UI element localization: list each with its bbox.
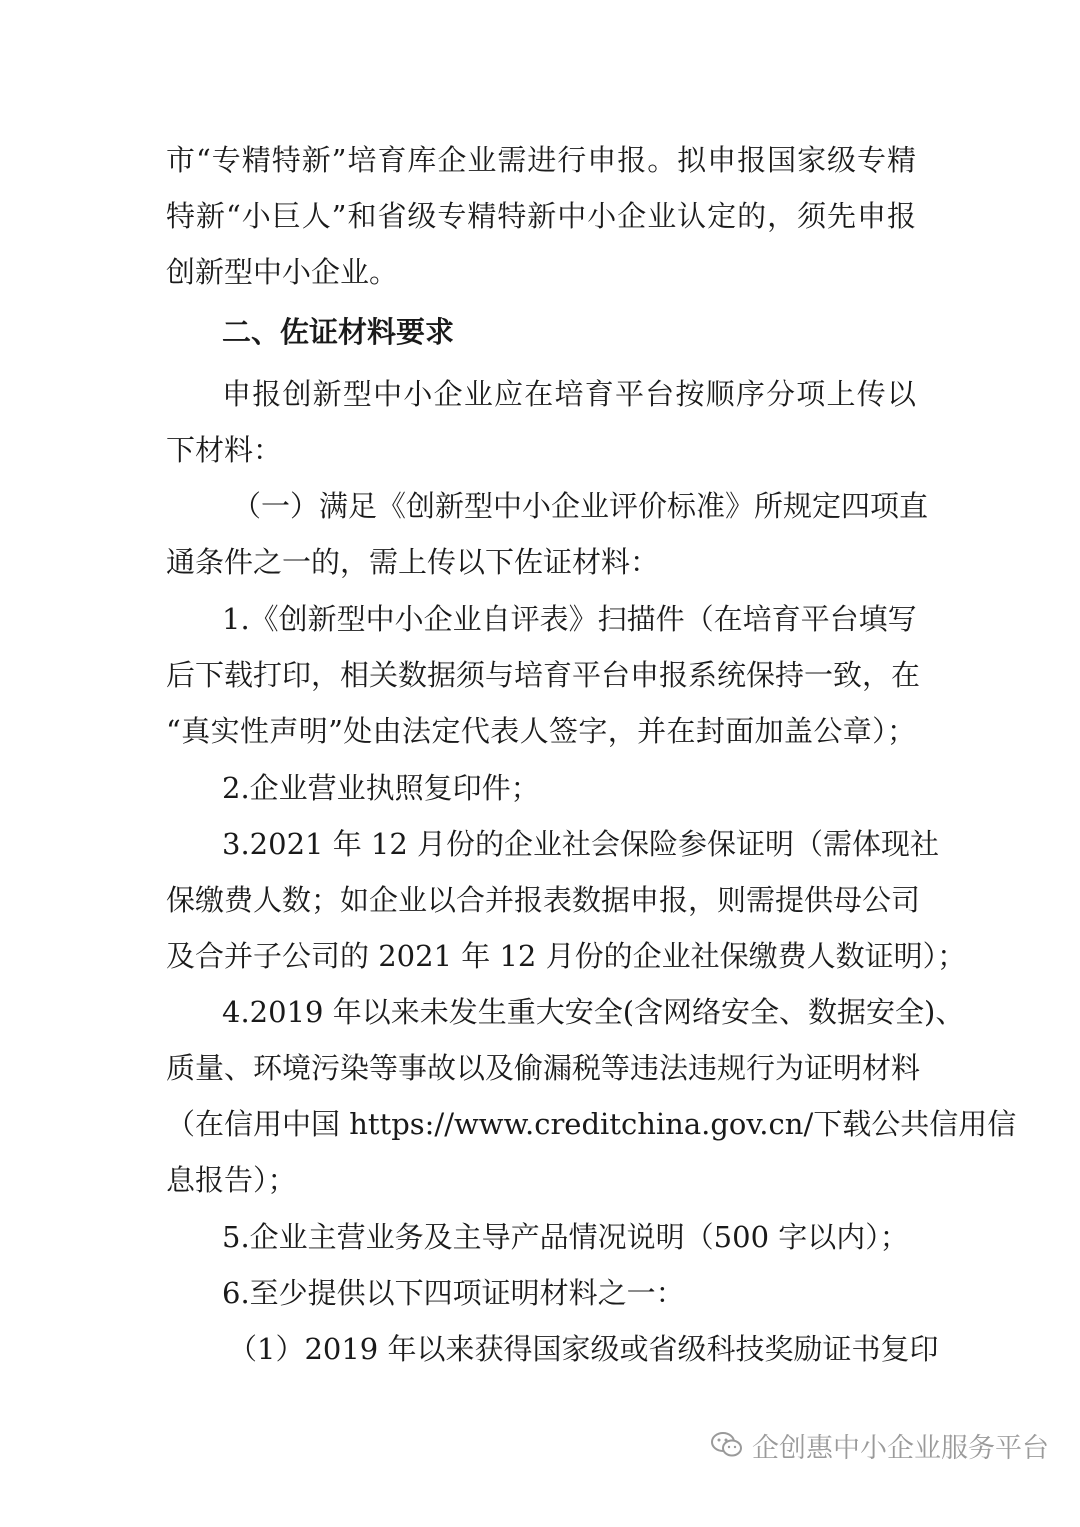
paragraph-line: 创新型中小企业。 bbox=[166, 255, 399, 289]
paragraph-line: 通条件之一的，需上传以下佐证材料： bbox=[166, 545, 660, 579]
list-item-line: （在信用中国 https://www.creditchina.gov.cn/下载公共信用信 bbox=[166, 1107, 1017, 1141]
list-item-line: 质量、环境污染等事故以及偷漏税等违法违规行为证明材料 bbox=[166, 1051, 921, 1085]
list-item-line: 1.《创新型中小企业自评表》扫描件（在培育平台填写 bbox=[222, 602, 917, 636]
paragraph-line: 特新“小巨人”和省级专精特新中小企业认定的，须先申报 bbox=[166, 199, 916, 233]
sub-item-line: （1）2019 年以来获得国家级或省级科技奖励证书复印 bbox=[228, 1332, 939, 1366]
list-item-line: 3.2021 年 12 月份的企业社会保险参保证明（需体现社 bbox=[222, 827, 940, 861]
list-item-line: 后下载打印，相关数据须与培育平台申报系统保持一致，在 bbox=[166, 658, 921, 692]
list-item-line: 2.企业营业执照复印件； bbox=[222, 771, 540, 805]
list-item-line: “真实性声明”处由法定代表人签字，并在封面加盖公章）； bbox=[166, 714, 916, 748]
section-heading: 二、佐证材料要求 bbox=[222, 315, 455, 349]
list-item-line: 及合并子公司的 2021 年 12 月份的企业社保缴费人数证明）； bbox=[166, 939, 967, 973]
paragraph-line: （一）满足《创新型中小企业评价标准》所规定四项直 bbox=[232, 489, 929, 523]
list-item-line: 6.至少提供以下四项证明材料之一： bbox=[222, 1276, 685, 1310]
list-item-line: 息报告）； bbox=[166, 1163, 297, 1197]
wechat-watermark bbox=[710, 1425, 1049, 1465]
paragraph-line: 下材料： bbox=[166, 433, 283, 467]
paragraph-line: 市“专精特新”培育库企业需进行申报。拟申报国家级专精 bbox=[166, 143, 916, 177]
wechat-icon bbox=[710, 1430, 744, 1460]
list-item-line: 保缴费人数；如企业以合并报表数据申报，则需提供母公司 bbox=[166, 883, 921, 917]
paragraph-line: 申报创新型中小企业应在培育平台按顺序分项上传以 bbox=[222, 377, 916, 411]
list-item-line: 4.2019 年以来未发生重大安全(含网络安全、数据安全)、 bbox=[222, 995, 965, 1029]
list-item-line: 5.企业主营业务及主导产品情况说明（500 字以内）； bbox=[222, 1220, 909, 1254]
watermark-text: 企创惠中小企业服务平台 bbox=[752, 1432, 1049, 1464]
